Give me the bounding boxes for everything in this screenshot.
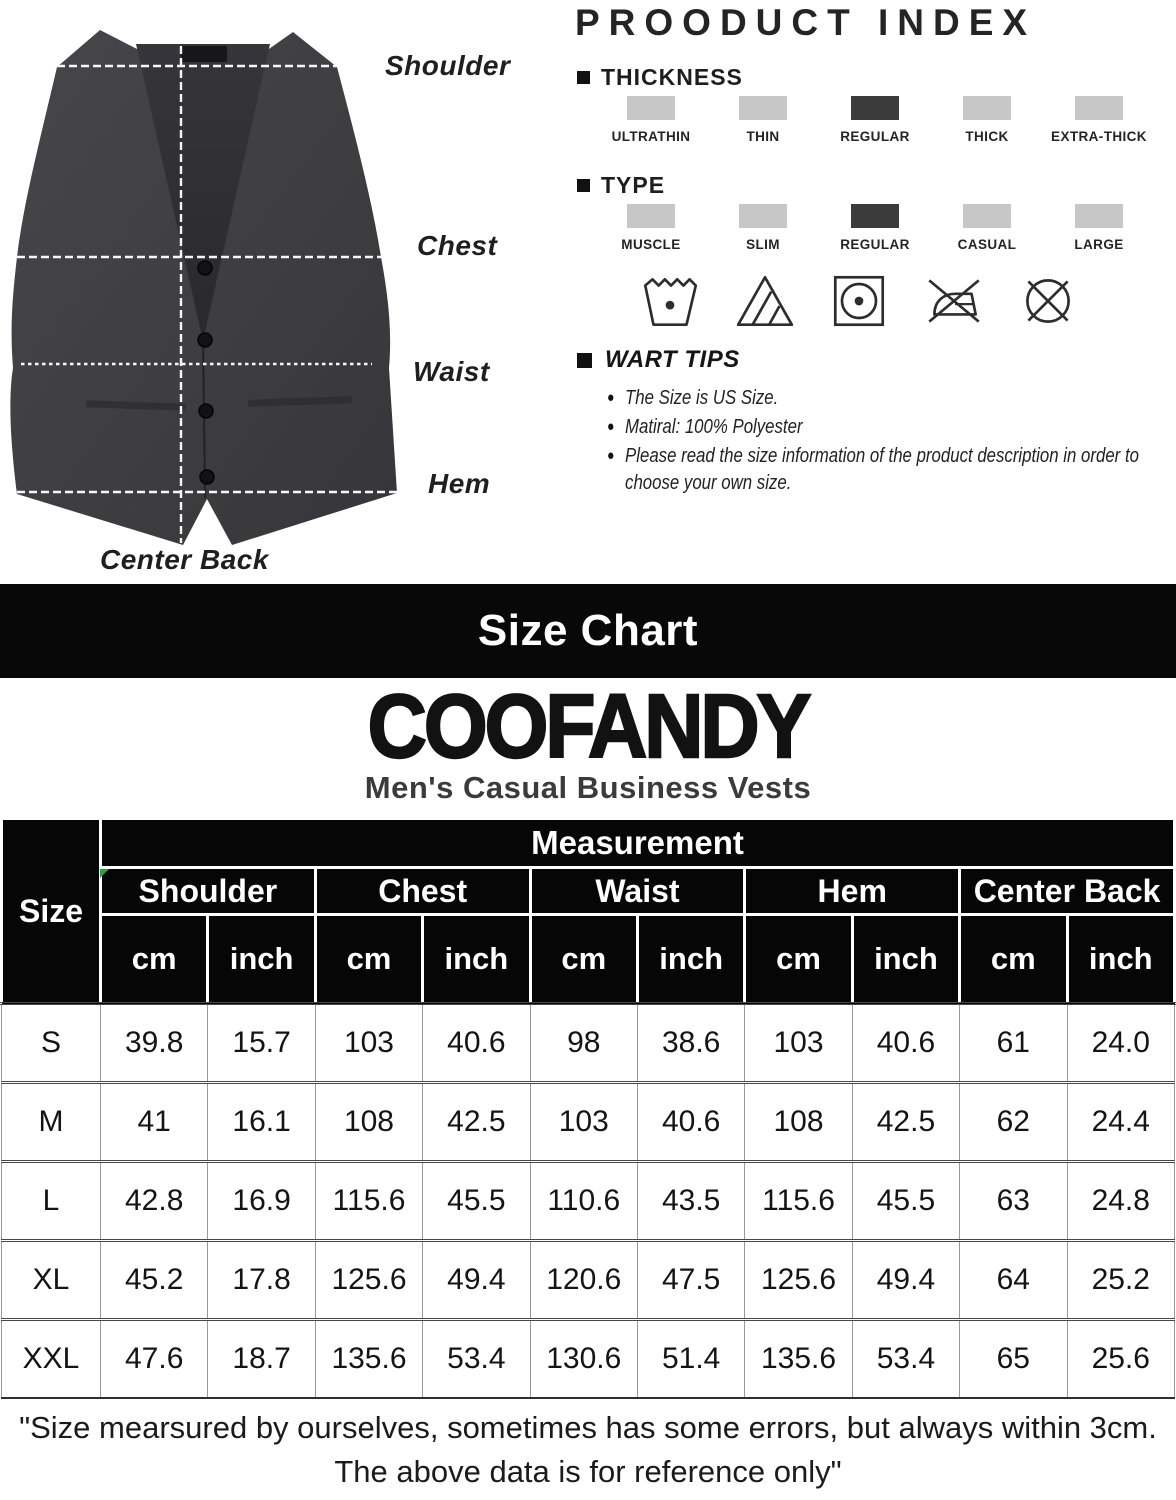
value-cell: 24.4 — [1067, 1083, 1174, 1162]
section-bullet-square — [577, 353, 592, 368]
index-option-extra-thick — [1043, 96, 1155, 144]
value-cell: 47.6 — [101, 1320, 208, 1399]
unit-header-cm: cm — [101, 915, 208, 1004]
value-cell: 98 — [530, 1004, 637, 1083]
column-header-waist: Waist — [530, 868, 745, 915]
index-option-large — [1043, 204, 1155, 252]
option-label: THIN — [746, 129, 780, 144]
option-bar — [1075, 96, 1123, 120]
index-option-ultrathin — [595, 96, 707, 144]
table-body — [2, 1004, 1175, 1399]
size-cell: XXL — [2, 1320, 101, 1399]
size-cell: L — [2, 1162, 101, 1241]
index-option-slim — [707, 204, 819, 252]
table-header — [2, 819, 1175, 1004]
option-bar — [739, 204, 787, 228]
unit-header-cm: cm — [530, 915, 637, 1004]
index-option-muscle — [595, 204, 707, 252]
column-header-center-back: Center Back — [960, 868, 1175, 915]
value-cell: 45.5 — [423, 1162, 530, 1241]
option-label: REGULAR — [840, 237, 910, 252]
value-cell: 16.9 — [208, 1162, 315, 1241]
value-cell: 42.5 — [423, 1083, 530, 1162]
product-index-panel — [575, 0, 1175, 585]
do-not-dry-clean-icon — [1015, 268, 1081, 334]
value-cell: 108 — [745, 1083, 852, 1162]
option-label: EXTRA-THICK — [1051, 129, 1147, 144]
section-bullet-square — [577, 179, 590, 192]
value-cell: 53.4 — [423, 1320, 530, 1399]
option-label: ULTRATHIN — [611, 129, 691, 144]
value-cell: 49.4 — [852, 1241, 959, 1320]
value-cell: 15.7 — [208, 1004, 315, 1083]
measure-label-center-back: Center Back — [100, 544, 269, 575]
disclaimer — [0, 1406, 1176, 1494]
option-label: MUSCLE — [621, 237, 681, 252]
table-row-size-s — [2, 1004, 1175, 1083]
option-label: LARGE — [1074, 237, 1124, 252]
value-cell: 63 — [960, 1162, 1067, 1241]
index-option-regular — [819, 96, 931, 144]
table-row-size-xl — [2, 1241, 1175, 1320]
value-cell: 40.6 — [637, 1083, 744, 1162]
value-cell: 120.6 — [530, 1241, 637, 1320]
size-chart-banner-title: Size Chart — [477, 606, 699, 655]
value-cell: 24.8 — [1067, 1162, 1174, 1241]
size-cell: XL — [2, 1241, 101, 1320]
value-cell: 42.8 — [101, 1162, 208, 1241]
brand-title: COOFANDY — [367, 676, 809, 777]
disclaimer-line-2: The above data is for reference only" — [334, 1454, 842, 1489]
header-row-parts — [2, 868, 1175, 915]
value-cell: 61 — [960, 1004, 1067, 1083]
value-cell: 40.6 — [423, 1004, 530, 1083]
value-cell: 40.6 — [852, 1004, 959, 1083]
value-cell: 135.6 — [315, 1320, 422, 1399]
option-label: REGULAR — [840, 129, 910, 144]
measure-label-hem: Hem — [428, 468, 491, 499]
value-cell: 125.6 — [745, 1241, 852, 1320]
value-cell: 110.6 — [530, 1162, 637, 1241]
table-row-size-m — [2, 1083, 1175, 1162]
option-bar — [627, 204, 675, 228]
collar-tag — [181, 46, 227, 62]
value-cell: 39.8 — [101, 1004, 208, 1083]
unit-header-cm: cm — [960, 915, 1067, 1004]
value-cell: 65 — [960, 1320, 1067, 1399]
value-cell: 135.6 — [745, 1320, 852, 1399]
value-cell: 115.6 — [745, 1162, 852, 1241]
measure-label-shoulder: Shoulder — [385, 50, 511, 81]
vest-measurement-diagram — [0, 0, 560, 585]
index-option-thick — [931, 96, 1043, 144]
column-header-hem: Hem — [745, 868, 960, 915]
option-bar — [963, 204, 1011, 228]
value-cell: 43.5 — [637, 1162, 744, 1241]
option-bar — [627, 96, 675, 120]
option-label: CASUAL — [957, 237, 1017, 252]
value-cell: 103 — [745, 1004, 852, 1083]
wart-tip-item: ● The Size is US Size. — [607, 384, 1176, 411]
wart-tips-list — [607, 384, 1176, 498]
unit-header-cm: cm — [745, 915, 852, 1004]
column-header-chest: Chest — [315, 868, 530, 915]
value-cell: 108 — [315, 1083, 422, 1162]
value-cell: 42.5 — [852, 1083, 959, 1162]
value-cell: 49.4 — [423, 1241, 530, 1320]
option-label: THICK — [965, 129, 1009, 144]
value-cell: 125.6 — [315, 1241, 422, 1320]
value-cell: 45.5 — [852, 1162, 959, 1241]
option-bar-active — [851, 96, 899, 120]
value-cell: 41 — [101, 1083, 208, 1162]
option-bar-active — [851, 204, 899, 228]
value-cell: 103 — [530, 1083, 637, 1162]
size-cell: M — [2, 1083, 101, 1162]
unit-header-inch: inch — [637, 915, 744, 1004]
value-cell: 38.6 — [637, 1004, 744, 1083]
do-not-iron-icon — [921, 268, 987, 334]
thickness-section-header — [577, 64, 743, 91]
value-cell: 64 — [960, 1241, 1067, 1320]
unit-header-inch: inch — [208, 915, 315, 1004]
measurement-group-header: Measurement — [101, 819, 1175, 868]
tumble-dry-icon — [826, 268, 892, 334]
measure-label-waist: Waist — [413, 356, 490, 387]
value-cell: 25.6 — [1067, 1320, 1174, 1399]
value-cell: 51.4 — [637, 1320, 744, 1399]
measure-label-chest: Chest — [417, 230, 498, 261]
size-corner-header: Size — [2, 819, 101, 1004]
option-bar — [1075, 204, 1123, 228]
care-icons-row — [637, 268, 1081, 334]
value-cell: 45.2 — [101, 1241, 208, 1320]
column-header-shoulder: Shoulder — [101, 868, 316, 915]
wart-tips-header — [577, 346, 740, 374]
thickness-label: THICKNESS — [601, 64, 743, 90]
product-index-title: PROODUCT INDEX — [575, 2, 1037, 43]
machine-wash-icon — [637, 268, 703, 334]
value-cell: 16.1 — [208, 1083, 315, 1162]
table-row-size-l — [2, 1162, 1175, 1241]
value-cell: 62 — [960, 1083, 1067, 1162]
index-option-thin — [707, 96, 819, 144]
cell-corner-marker-icon — [100, 869, 109, 878]
size-chart-banner — [0, 584, 1176, 678]
value-cell: 17.8 — [208, 1241, 315, 1320]
disclaimer-line-1: "Size mearsured by ourselves, sometimes has some errors, but always within 3cm. — [19, 1410, 1157, 1445]
value-cell: 115.6 — [315, 1162, 422, 1241]
size-table — [0, 817, 1176, 1399]
index-option-casual — [931, 204, 1043, 252]
value-cell: 103 — [315, 1004, 422, 1083]
option-bar — [739, 96, 787, 120]
value-cell: 25.2 — [1067, 1241, 1174, 1320]
index-option-regular — [819, 204, 931, 252]
thickness-options — [595, 96, 1155, 144]
unit-header-inch: inch — [852, 915, 959, 1004]
wart-tips-label: WART TIPS — [605, 346, 740, 373]
option-label: SLIM — [746, 237, 780, 252]
value-cell: 53.4 — [852, 1320, 959, 1399]
unit-header-inch: inch — [423, 915, 530, 1004]
non-chlorine-bleach-icon — [732, 268, 798, 334]
brand-subtitle: Men's Casual Business Vests — [364, 770, 812, 805]
wart-tip-item: ● Matiral: 100% Polyester — [607, 413, 1176, 440]
value-cell: 130.6 — [530, 1320, 637, 1399]
unit-header-inch: inch — [1067, 915, 1174, 1004]
table-row-size-xxl — [2, 1320, 1175, 1399]
type-options — [595, 204, 1155, 252]
value-cell: 24.0 — [1067, 1004, 1174, 1083]
size-cell: S — [2, 1004, 101, 1083]
wart-tip-item: ● Please read the size information of the product description in order to choose your own size. — [607, 442, 1176, 496]
value-cell: 47.5 — [637, 1241, 744, 1320]
value-cell: 18.7 — [208, 1320, 315, 1399]
section-bullet-square — [577, 71, 590, 84]
unit-header-cm: cm — [315, 915, 422, 1004]
type-section-header — [577, 172, 665, 199]
header-row-units — [2, 915, 1175, 1004]
header-row-measurement — [2, 819, 1175, 868]
type-label: TYPE — [601, 172, 666, 198]
option-bar — [963, 96, 1011, 120]
